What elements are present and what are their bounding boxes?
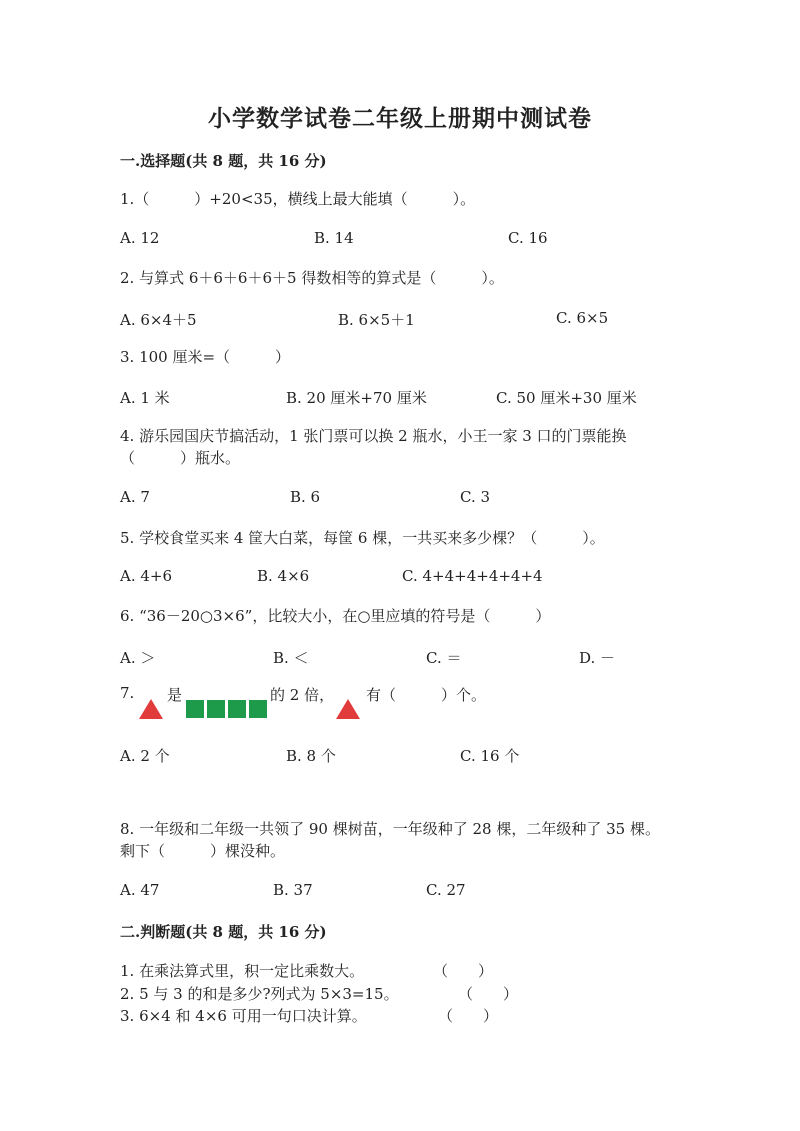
- q4-option-a: A. 7: [120, 488, 150, 506]
- question-7-has: 有（ ）个。: [366, 686, 487, 704]
- q5-option-c: C. 4+4+4+4+4+4: [402, 567, 543, 585]
- q3-option-c: C. 50 厘米+30 厘米: [496, 389, 637, 407]
- question-4-line1: 4. 游乐园国庆节搞活动，1 张门票可以换 2 瓶水，小王一家 3 口的门票能换: [120, 427, 627, 445]
- question-3: 3. 100 厘米=（ ）: [120, 348, 291, 366]
- q4-option-c: C. 3: [460, 488, 491, 506]
- question-6: 6. “36－20○3×6”，比较大小，在○里应填的符号是（ ）: [120, 607, 551, 625]
- question-5: 5. 学校食堂买来 4 筐大白菜，每筐 6 棵，一共买来多少棵？（ ）。: [120, 529, 605, 547]
- page-title: 小学数学试卷二年级上册期中测试卷: [208, 105, 592, 132]
- question-8-line1: 8. 一年级和二年级一共领了 90 棵树苗，一年级种了 28 棵，二年级种了 35 棵。: [120, 820, 660, 838]
- q3-option-a: A. 1 米: [120, 389, 170, 407]
- q2-option-a: A. 6×4＋5: [120, 311, 197, 329]
- red-triangle-icon: [139, 699, 163, 723]
- judge-2-paren: （ ）: [458, 985, 519, 1003]
- q7-option-c: C. 16 个: [460, 747, 520, 765]
- q1-option-b: B. 14: [314, 229, 354, 247]
- section1-heading: 一.选择题(共 8 题，共 16 分): [120, 152, 327, 170]
- question-4: [120, 425, 720, 469]
- q6-option-d: D. －: [579, 649, 616, 667]
- red-triangle-icon: [336, 699, 360, 723]
- question-8: [120, 818, 720, 862]
- question-7-is: 是: [167, 686, 183, 704]
- q6-option-c: C. ＝: [426, 649, 462, 667]
- judge-3: 3. 6×4 和 4×6 可用一句口决计算。: [120, 1007, 367, 1025]
- question-7-number: 7.: [120, 684, 135, 702]
- q7-option-b: B. 8 个: [286, 747, 336, 765]
- q8-option-c: C. 27: [426, 881, 466, 899]
- q6-option-a: A. ＞: [120, 649, 156, 667]
- question-1: 1.（ ）+20<35，横线上最大能填（ ）。: [120, 190, 476, 208]
- q3-option-b: B. 20 厘米+70 厘米: [286, 389, 427, 407]
- judge-2: 2. 5 与 3 的和是多少?列式为 5×3=15。: [120, 985, 399, 1003]
- judge-1: 1. 在乘法算式里，积一定比乘数大。: [120, 962, 365, 980]
- q5-option-b: B. 4×6: [257, 567, 310, 585]
- q6-option-b: B. ＜: [273, 649, 309, 667]
- green-square-icon: [249, 700, 267, 718]
- q2-option-b: B. 6×5＋1: [338, 311, 415, 329]
- green-squares-group: [186, 700, 270, 722]
- judge-1-paren: （ ）: [433, 962, 494, 980]
- green-square-icon: [228, 700, 246, 718]
- q8-option-b: B. 37: [273, 881, 313, 899]
- q7-option-a: A. 2 个: [120, 747, 170, 765]
- q5-option-a: A. 4+6: [120, 567, 173, 585]
- question-2: 2. 与算式 6＋6＋6＋6＋5 得数相等的算式是（ ）。: [120, 269, 504, 287]
- q1-option-c: C. 16: [508, 229, 548, 247]
- judge-3-paren: （ ）: [438, 1007, 499, 1025]
- question-7-times: 的 2 倍，: [270, 686, 335, 704]
- q4-option-b: B. 6: [290, 488, 321, 506]
- section2-heading: 二.判断题(共 8 题，共 16 分): [120, 923, 327, 941]
- question-8-line2: 剩下（ ）棵没种。: [120, 842, 286, 860]
- q1-option-a: A. 12: [120, 229, 160, 247]
- q2-option-c: C. 6×5: [556, 309, 609, 327]
- green-square-icon: [207, 700, 225, 718]
- q8-option-a: A. 47: [120, 881, 160, 899]
- question-4-line2: （ ）瓶水。: [120, 449, 241, 467]
- green-square-icon: [186, 700, 204, 718]
